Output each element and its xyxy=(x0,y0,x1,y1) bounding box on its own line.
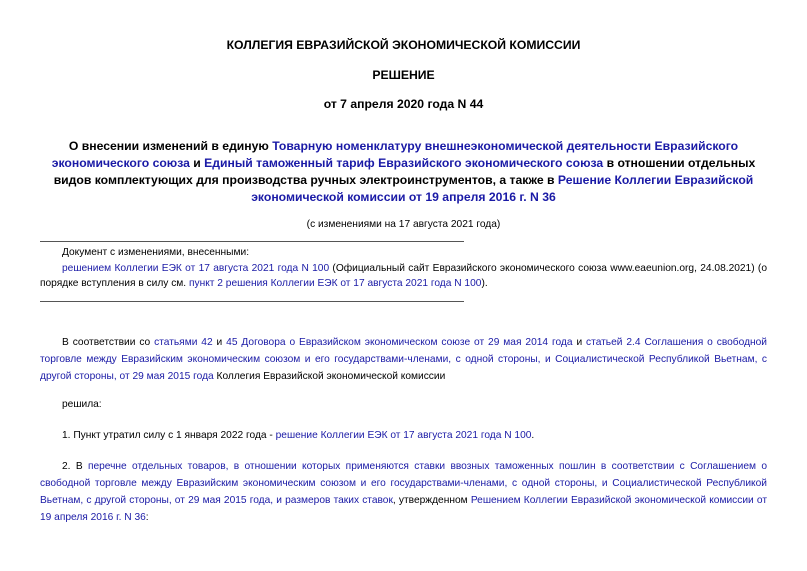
title-link-decision-36[interactable]: Решение Коллегии Евразийской экономической комиссии от 19 апреля 2016 г. N 36 xyxy=(251,173,754,204)
note-text-1: (Официальный сайт Евразийского экономического союза www.eaeunion.org, 24.08.2021) (о порядке вступления в силу см. xyxy=(40,262,767,289)
note-top-rule xyxy=(40,241,464,242)
note-body xyxy=(40,261,767,292)
issuing-authority: КОЛЛЕГИЯ ЕВРАЗИЙСКОЙ ЭКОНОМИЧЕСКОЙ КОМИССИИ xyxy=(226,38,581,52)
note-intro: Документ с изменениями, внесенными: xyxy=(62,247,250,258)
item-2-link-goods-list[interactable]: перечне отдельных товаров, в отношении которых применяются ставки ввозных таможенных пошлин в соответствии с Соглашением о свободной торговле между Евразийским экономическим союзом и его государствами-членами, с одной стороны, и Социалистической Республикой Вьетнам, с другой стороны, от 29 мая 2015 года, и размеров таких ставок xyxy=(40,461,767,506)
amendment-status: (с изменениями на 17 августа 2021 года) xyxy=(306,219,501,230)
note-link-decision-100[interactable]: решением Коллегии ЕЭК от 17 августа 2021 года N 100 xyxy=(62,262,330,274)
item-1-link-decision-100[interactable]: решение Коллегии ЕЭК от 17 августа 2021 года N 100 xyxy=(275,430,532,441)
document-title xyxy=(40,138,767,206)
document-date-number: от 7 апреля 2020 года N 44 xyxy=(323,97,484,111)
item-1-paragraph xyxy=(40,427,767,444)
preamble-text-1: В соответствии со xyxy=(62,337,155,348)
item-2-text-1: 2. В xyxy=(62,461,88,472)
item-2-text-2: , утвержденном xyxy=(392,495,471,506)
note-link-point-2[interactable]: пункт 2 решения Коллегии ЕЭК от 17 августа 2021 года N 100 xyxy=(188,278,482,289)
title-link-customs-tariff[interactable]: Единый таможенный тариф Евразийского экономического союза xyxy=(204,156,604,170)
title-text-3: в отношении отдельных видов комплектующих для производства ручных электроинструментов, а также в xyxy=(53,156,756,187)
title-link-tn-ved[interactable]: Товарную номенклатуру внешнеэкономической деятельности Евразийского экономического союза xyxy=(51,139,739,170)
item-1-end: . xyxy=(531,430,535,441)
preamble-link-art-42[interactable]: статьями 42 xyxy=(154,337,213,348)
preamble-text-3: и xyxy=(572,337,587,348)
preamble-text-4: Коллегия Евразийской экономической комиссии xyxy=(213,371,446,382)
note-text-2: ). xyxy=(481,278,488,289)
title-text-2: и xyxy=(189,156,205,170)
amendments-note xyxy=(40,245,767,292)
note-bottom-rule xyxy=(40,301,464,302)
preamble-link-art-2-4[interactable]: статьей 2.4 Соглашения о свободной торговле между Евразийским экономическим союзом и его государствами-членами, с одной стороны, и Социалистической Республикой Вьетнам, с другой стороны, от 29 мая 2015 года xyxy=(40,337,767,382)
item-2-text-3: : xyxy=(145,512,149,523)
preamble-link-art-45[interactable]: 45 Договора о Евразийском экономическом союзе от 29 мая 2014 года xyxy=(226,337,573,348)
document-type: РЕШЕНИЕ xyxy=(372,68,435,82)
preamble-paragraph xyxy=(40,334,767,385)
item-2-link-decision-36[interactable]: Решением Коллегии Евразийской экономической комиссии от 19 апреля 2016 г. N 36 xyxy=(40,495,767,523)
decided-label: решила: xyxy=(62,399,102,410)
preamble-text-2: и xyxy=(212,337,227,348)
item-2-paragraph xyxy=(40,458,767,526)
title-text-1: О внесении изменений в единую xyxy=(68,139,273,153)
item-1-text: 1. Пункт утратил силу с 1 января 2022 года - xyxy=(62,430,276,441)
